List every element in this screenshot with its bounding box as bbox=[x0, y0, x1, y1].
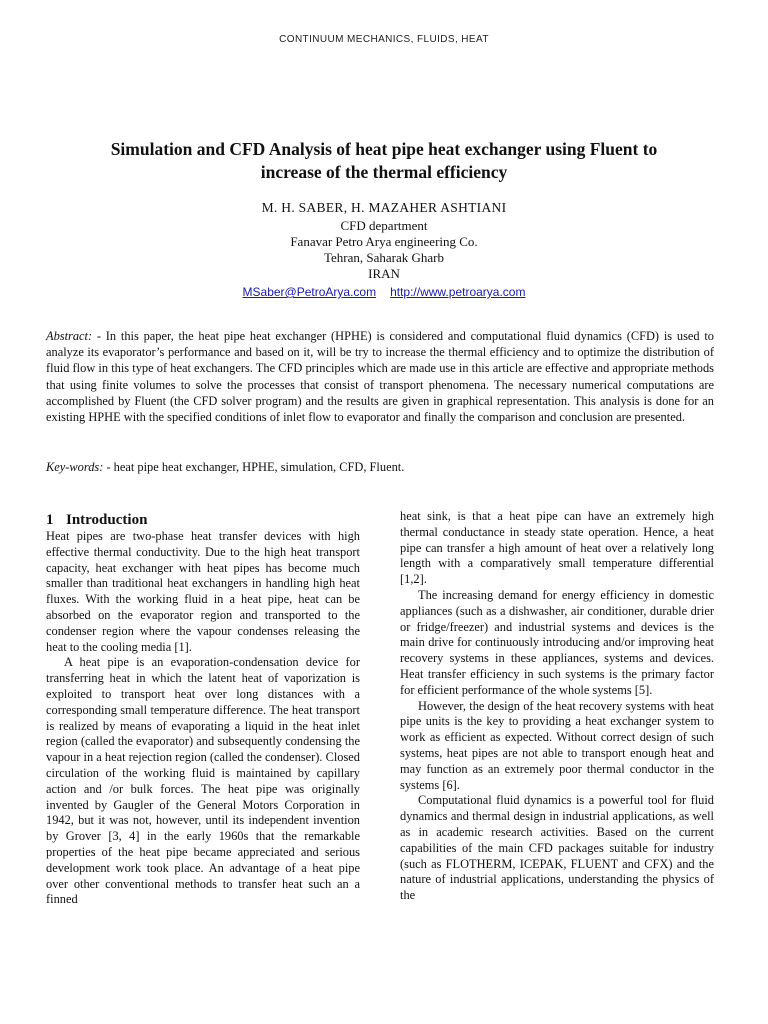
paragraph: Heat pipes are two-phase heat transfer devices with high effective thermal conductivity. Due to the high heat transport capacity, heat exchanger with heat pipes has become much smaller than traditional heat exchangers in handling high heat fluxes. With the working fluid in a heat pipe, heat can be absorbed on the evaporator region and transported to the condenser region where the vapour condenses releasing the heat to the cooling media [1]. bbox=[46, 529, 360, 654]
paragraph: heat sink, is that a heat pipe can have an extremely high thermal conductance in steady state operation. Hence, a heat pipe can transfer a high amount of heat over a relatively long length with a comparatively small temperature differential [1,2]. bbox=[400, 509, 714, 587]
section-title: Introduction bbox=[66, 512, 148, 528]
website-link[interactable]: http://www.petroarya.com bbox=[390, 285, 526, 299]
affiliation-department: CFD department bbox=[340, 218, 428, 233]
email-link[interactable]: MSaber@PetroArya.com bbox=[242, 285, 377, 299]
keywords bbox=[46, 459, 714, 475]
paragraph: However, the design of the heat recovery systems with heat pipe units is the key to providing a heat exchanger system to work as efficient as expected. Without correct design of such systems, heat pipes are not able to transport enough heat and may function as an extremely poor thermal conductor in the systems [6]. bbox=[400, 698, 714, 792]
section-number: 1 bbox=[46, 512, 54, 528]
paragraph: Computational fluid dynamics is a powerful tool for fluid dynamics and thermal design in industrial applications, as well as in academic research activities. Based on the current capabilities of the main CFD packages suitable for industry (such as FLOTHERM, ICEPAK, FLUENT and CFX) and the nature of industrial applications, understanding the physics of the bbox=[400, 793, 714, 903]
author-names: M. H. SABER, H. MAZAHER ASHTIANI bbox=[261, 200, 507, 215]
keywords-text: - heat pipe heat exchanger, HPHE, simulation, CFD, Fluent. bbox=[103, 460, 405, 474]
paper-title bbox=[40, 138, 728, 184]
left-column bbox=[46, 529, 360, 908]
affiliation-country: IRAN bbox=[368, 266, 400, 281]
paragraph: The increasing demand for energy efficiency in domestic appliances (such as a dishwasher, air conditioner, durable drier or fridge/freezer) and industrial systems and devices is the main drive for continuously introducing and/or improving heat recovery systems in these appliances, systems and devices. Heat transfer efficiency in such systems is the primary factor for efficient performance of the whole systems [5]. bbox=[400, 587, 714, 697]
abstract-label: Abstract: bbox=[46, 329, 93, 343]
keywords-label: Key-words: bbox=[46, 460, 104, 474]
section-heading bbox=[46, 511, 147, 529]
abstract bbox=[46, 328, 714, 425]
abstract-text: - In this paper, the heat pipe heat exchanger (HPHE) is considered and computational fluid dynamics (CFD) is used to analyze its evaporator’s performance and based on it, will be try to increase the thermal efficiency and to optimize the distribution of fluid flow in this type of heat exchangers. The CFD principles which are made use in this article are effective and appropriate methods that using finite volumes to solve the processes that consist of transport phenomena. The necessary numerical computations are accomplished by Fluent (the CFD solver program) and the results are given in graphical representation. This analysis is done for an existing HPHE with the specified conditions of inlet flow to evaporator and finally the comparison and conclusion are presented. bbox=[46, 329, 714, 425]
running-header: CONTINUUM MECHANICS, FLUIDS, HEAT bbox=[279, 34, 489, 45]
paper-title-line-1: Simulation and CFD Analysis of heat pipe heat exchanger using Fluent to bbox=[110, 139, 658, 159]
right-column bbox=[400, 509, 714, 904]
affiliation-company: Fanavar Petro Arya engineering Co. bbox=[290, 234, 478, 249]
author-block bbox=[0, 200, 768, 300]
paper-title-line-2: increase of the thermal efficiency bbox=[260, 162, 508, 182]
affiliation-city: Tehran, Saharak Gharb bbox=[323, 250, 444, 265]
contact-links bbox=[0, 284, 768, 300]
paragraph: A heat pipe is an evaporation-condensation device for transferring heat in which the latent heat of vaporization is exploited to transport heat over long distances with a corresponding small temperature difference. The heat transport is realized by means of evaporating a liquid in the heat inlet region (called the evaporator) and subsequently condensing the vapour in a heat rejection region (called the condenser). Closed circulation of the working fluid is maintained by capillary action and /or bulk forces. The heat pipe was originally invented by Gaugler of the General Motors Corporation in 1942, but it was not, however, until its independent invention by Grover [3, 4] in the early 1960s that the remarkable properties of the heat pipe became appreciated and serious development work took place. An advantage of a heat pipe over other conventional methods to transfer heat such an a finned bbox=[46, 655, 360, 907]
